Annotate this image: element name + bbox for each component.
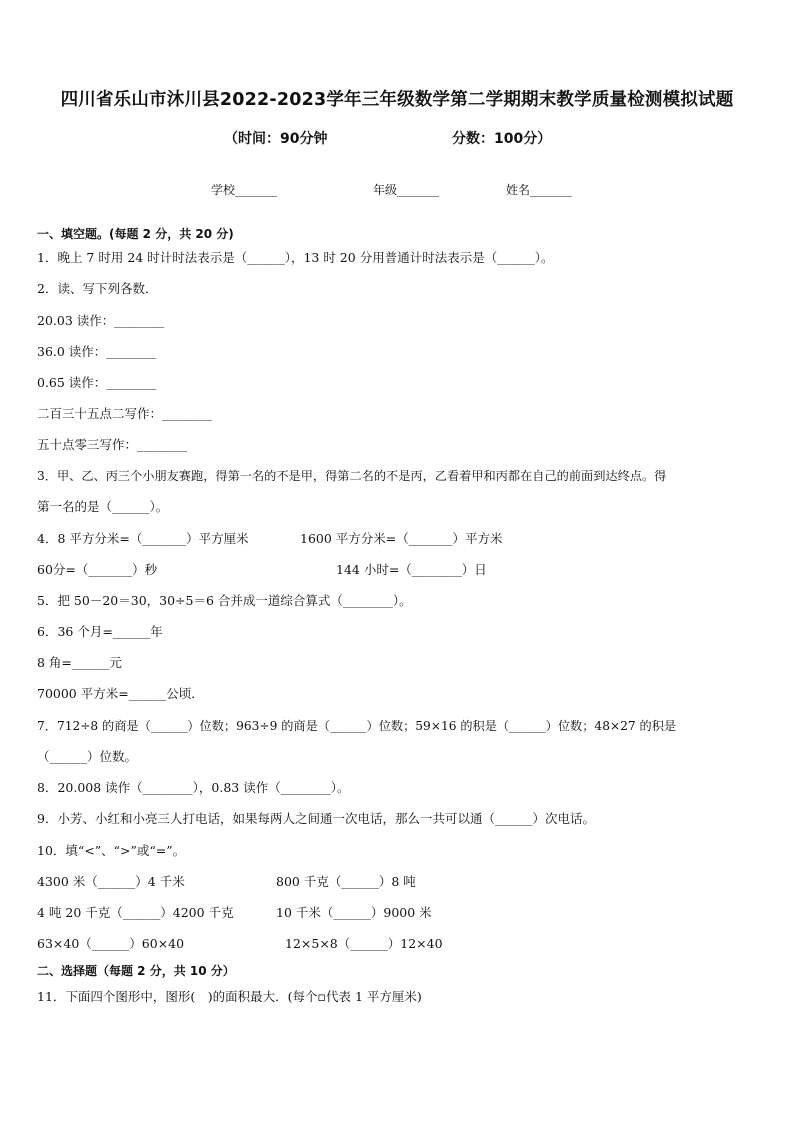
question-10e: 63×40（______）60×40 bbox=[37, 936, 185, 951]
question-10: 10．填“<”、“>”或“=”。 bbox=[37, 843, 186, 858]
question-3-line2: 第一名的是（______）。 bbox=[37, 499, 169, 514]
exam-time: （时间：90分钟 bbox=[224, 131, 328, 147]
question-10c: 4 吨 20 千克（______）4200 千克 bbox=[37, 905, 234, 920]
question-2e: 五十点零三写作：________ bbox=[37, 437, 188, 452]
question-7-line1: 7．712÷8 的商是（______）位数；963÷9 的商是（______）位数；59×16 的积是（______）位数；48×27 的积是 bbox=[37, 719, 677, 733]
grade-field: 年级_______ bbox=[373, 183, 440, 197]
question-7-line2: （______）位数。 bbox=[37, 749, 138, 764]
question-2d: 二百三十五点二写作：________ bbox=[37, 406, 213, 421]
question-4d: 144 小时=（________）日 bbox=[336, 562, 487, 577]
question-2b: 36.0 读作：________ bbox=[37, 344, 157, 359]
question-9: 9．小芳、小红和小亮三人打电话，如果每两人之间通一次电话，那么一共可以通（______）次电话。 bbox=[37, 811, 595, 826]
question-10a: 4300 米（______）4 千米 bbox=[37, 874, 185, 889]
question-4a: 4．8 平方分米=（_______）平方厘米 bbox=[37, 531, 249, 546]
question-1: 1．晚上 7 时用 24 时计时法表示是（______），13 时 20 分用普通计时法表示是（______）。 bbox=[37, 250, 554, 265]
question-6a: 6．36 个月=______年 bbox=[37, 624, 163, 639]
question-4b: 1600 平方分米=（_______）平方米 bbox=[300, 531, 503, 546]
question-4c: 60分=（_______）秒 bbox=[37, 562, 158, 577]
question-6b: 8 角=______元 bbox=[37, 655, 122, 670]
question-2a: 20.03 读作：________ bbox=[37, 313, 165, 328]
question-5: 5．把 50－20＝30，30÷5＝6 合并成一道综合算式（________）。 bbox=[37, 593, 412, 608]
question-11: 11．下面四个图形中，图形( )的面积最大．(每个▫代表 1 平方厘米) bbox=[37, 989, 422, 1004]
question-6c: 70000 平方米=______公顷． bbox=[37, 686, 204, 701]
name-field: 姓名_______ bbox=[506, 183, 573, 197]
question-2c: 0.65 读作：________ bbox=[37, 375, 157, 390]
section-heading-multiple-choice: 二、选择题（每题 2 分，共 10 分） bbox=[37, 964, 235, 978]
question-2: 2．读、写下列各数． bbox=[37, 281, 158, 296]
question-10b: 800 千克（______）8 吨 bbox=[276, 874, 416, 889]
question-10f: 12×5×8（______）12×40 bbox=[285, 936, 443, 951]
question-10d: 10 千米（______）9000 米 bbox=[276, 905, 432, 920]
question-3-line1: 3．甲、乙、丙三个小朋友赛跑，得第一名的不是甲，得第二名的不是丙，乙看着甲和丙都在自己的前面到达终点。得 bbox=[37, 469, 667, 483]
section-heading-fill-blank: 一、填空题。(每题 2 分，共 20 分) bbox=[37, 227, 234, 241]
page-title: 四川省乐山市沐川县2022-2023学年三年级数学第二学期期末教学质量检测模拟试题 bbox=[60, 90, 734, 110]
question-8: 8．20.008 读作（________），0.83 读作（________）。 bbox=[37, 780, 350, 795]
school-field: 学校_______ bbox=[211, 183, 278, 197]
exam-score: 分数：100分） bbox=[452, 131, 552, 147]
